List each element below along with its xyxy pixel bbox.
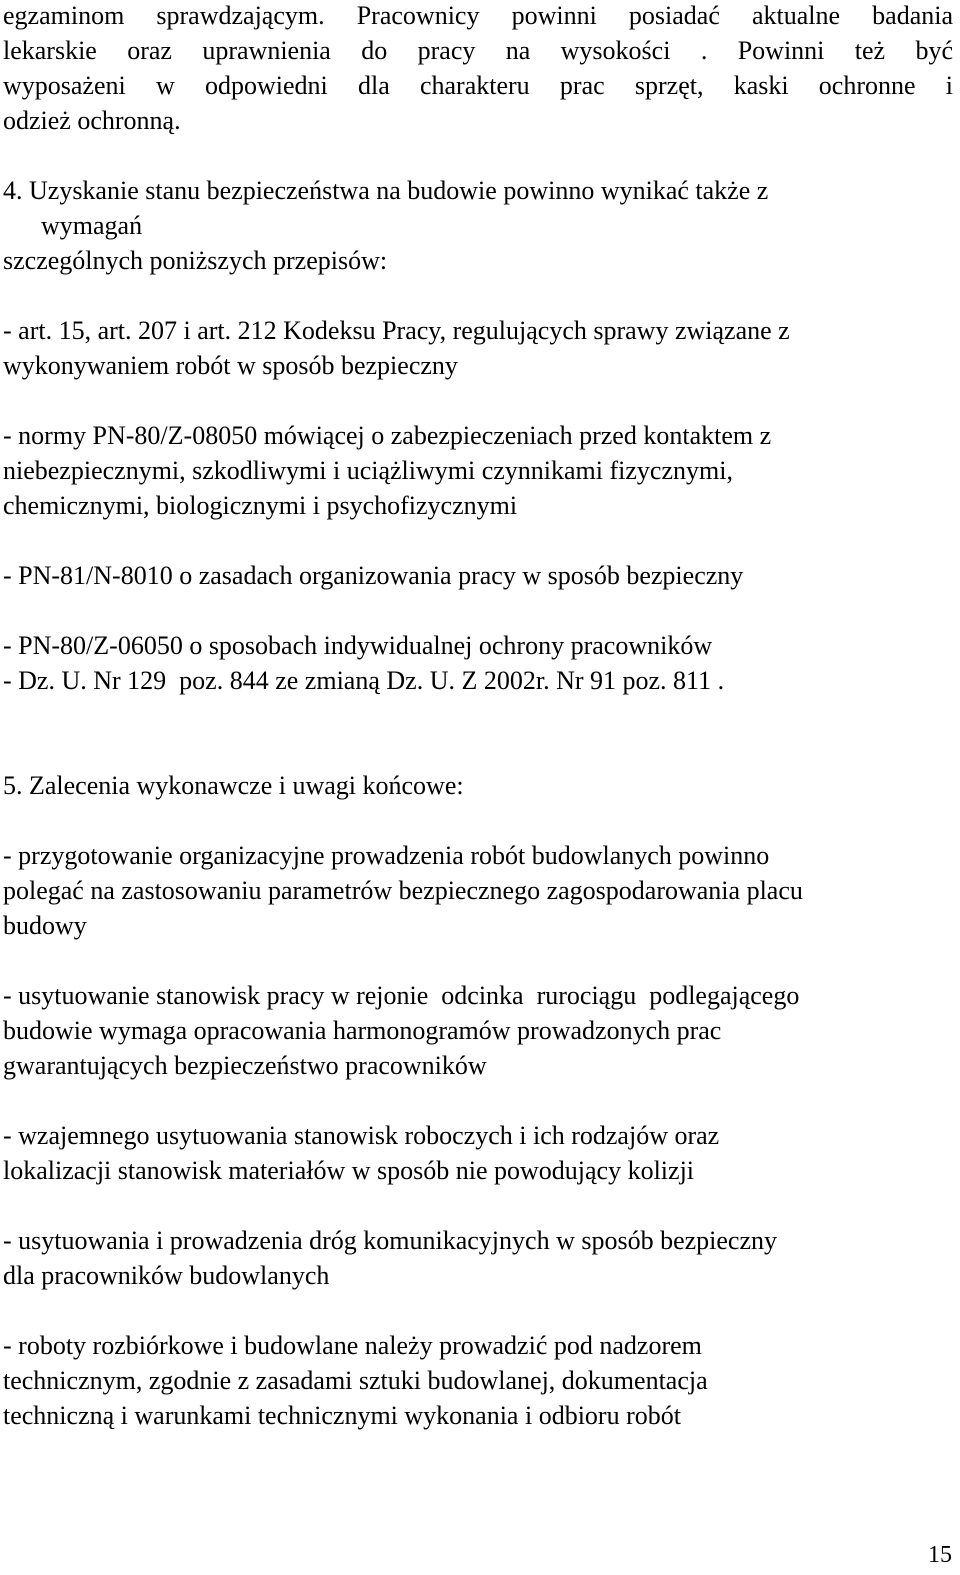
section5-item-5-line-2: technicznym, zgodnie z zasadami sztuki budowlanej, dokumentacja [3, 1366, 708, 1395]
section5-item-2-line-2: budowie wymaga opracowania harmonogramów prowadzonych prac [3, 1016, 722, 1045]
intro-line-3: wyposażeni w odpowiedni dla charakteru prac sprzęt, kaski ochronne i [3, 71, 953, 100]
section4-item-1-line-2: wykonywaniem robót w sposób bezpieczny [3, 351, 458, 380]
section4-item-2-line-3: chemicznymi, biologicznymi i psychofizycznymi [3, 491, 518, 520]
section4-item-2-line-1: - normy PN-80/Z-08050 mówiącej o zabezpieczeniach przed kontaktem z [3, 421, 772, 450]
section4-heading-line-1: 4. Uzyskanie stanu bezpieczeństwa na budowie powinno wynikać także z [3, 176, 769, 205]
section5-item-3-line-1: - wzajemnego usytuowania stanowisk roboczych i ich rodzajów oraz [3, 1121, 720, 1150]
section4-item-1-line-1: - art. 15, art. 207 i art. 212 Kodeksu Pracy, regulujących sprawy związane z [3, 316, 790, 345]
intro-line-4: odzież ochronną. [3, 106, 181, 135]
section5-item-5-line-1: - roboty rozbiórkowe i budowlane należy prowadzić pod nadzorem [3, 1331, 702, 1360]
section4-heading-line-2: wymagań [41, 211, 143, 240]
section5-item-4-line-1: - usytuowania i prowadzenia dróg komunikacyjnych w sposób bezpieczny [3, 1226, 778, 1255]
section5-item-2-line-3: gwarantujących bezpieczeństwo pracowników [3, 1051, 487, 1080]
section5-heading: 5. Zalecenia wykonawcze i uwagi końcowe: [3, 771, 464, 800]
section4-item-2-line-2: niebezpiecznymi, szkodliwymi i uciążliwymi czynnikami fizycznymi, [3, 456, 733, 485]
intro-line-1: egzaminom sprawdzającym. Pracownicy powinni posiadać aktualne badania [3, 1, 953, 30]
section5-item-5-line-3: techniczną i warunkami technicznymi wykonania i odbioru robót [3, 1401, 681, 1430]
section5-item-1-line-2: polegać na zastosowaniu parametrów bezpiecznego zagospodarowania placu [3, 876, 803, 905]
section4-item-3-line-1: - PN-81/N-8010 o zasadach organizowania pracy w sposób bezpieczny [3, 561, 744, 590]
page-number: 15 [928, 1542, 952, 1568]
intro-line-2: lekarskie oraz uprawnienia do pracy na wysokości . Powinni też być [3, 36, 953, 65]
section4-item-4-line-1: - PN-80/Z-06050 o sposobach indywidualnej ochrony pracowników [3, 631, 713, 660]
section5-item-4-line-2: dla pracowników budowlanych [3, 1261, 330, 1290]
section4-heading-line-3: szczególnych poniższych przepisów: [3, 246, 388, 275]
section5-item-1-line-1: - przygotowanie organizacyjne prowadzenia robót budowlanych powinno [3, 841, 770, 870]
section5-item-3-line-2: lokalizacji stanowisk materiałów w sposób nie powodujący kolizji [3, 1156, 695, 1185]
section5-item-1-line-3: budowy [3, 911, 87, 940]
section4-item-4-line-2: - Dz. U. Nr 129 poz. 844 ze zmianą Dz. U. Z 2002r. Nr 91 poz. 811 . [3, 666, 725, 695]
section5-item-2-line-1: - usytuowanie stanowisk pracy w rejonie odcinka rurociągu podlegającego [3, 981, 800, 1010]
